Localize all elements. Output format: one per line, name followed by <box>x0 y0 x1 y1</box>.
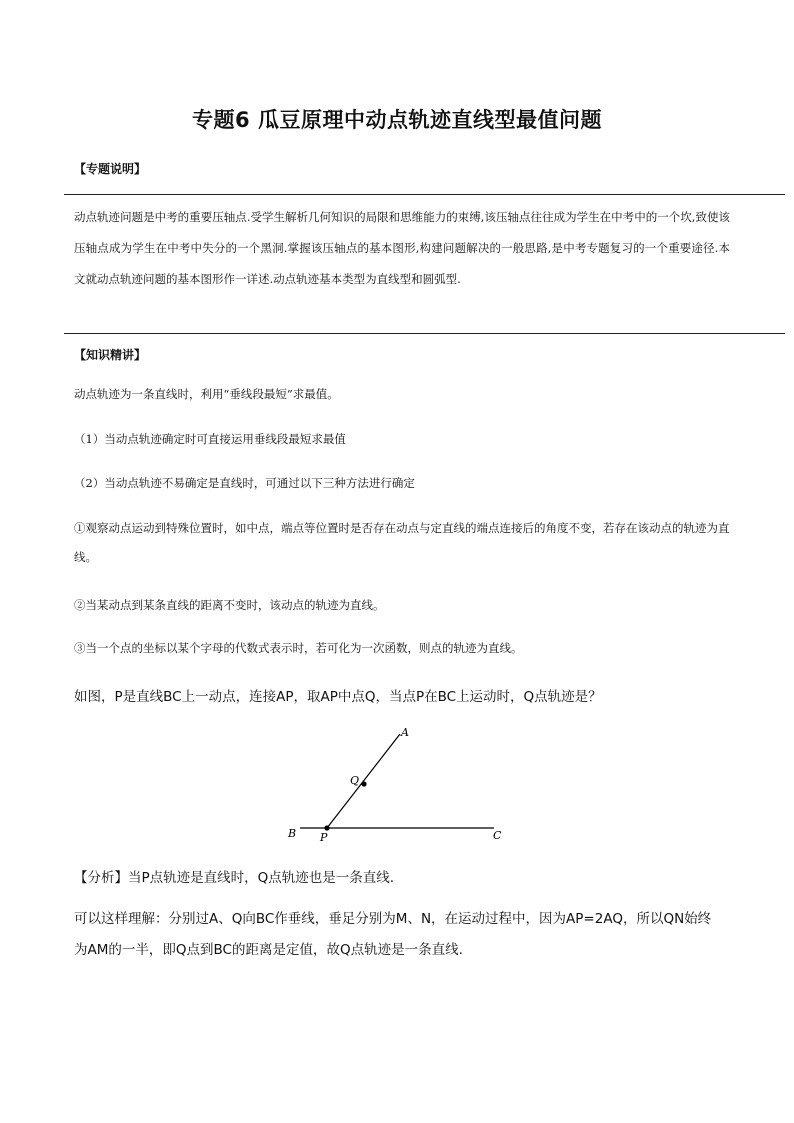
topic-description-text: 动点轨迹问题是中考的重要压轴点.受学生解析几何知识的局限和思维能力的束缚,该压轴点往往成为学生在中考中的一个坎,致使该压轴点成为学生在中考中失分的一个黑洞.掌握该压轴点的基本图形,构建问题解决的一般思路,是中考专题复习的一个重要途径.本文就动点轨迹问题的基本图形作一详述.动点轨迹基本类型为直线型和圆弧型. <box>74 210 730 286</box>
divider-bottom <box>64 333 785 334</box>
label-a: A <box>401 726 409 739</box>
section-label-knowledge: 【知识精讲】 <box>74 348 147 362</box>
knowledge-line: 动点轨迹为一条直线时，利用“垂线段最短”求最值。 <box>74 387 339 401</box>
point-p <box>324 825 329 830</box>
segment-ap <box>327 734 400 828</box>
problem-statement: 如图，P是直线BC上一动点，连接AP，取AP中点Q，当点P在BC上运动时，Q点轨迹是？ <box>74 689 602 705</box>
analysis-line-2: 可以这样理解：分别过A、Q向BC作垂线，垂足分别为M、N，在运动过程中，因为AP=2AQ，所以QN始终为AM的一半，即Q点到BC的距离是定值，故Q点轨迹是一条直线. <box>74 911 712 958</box>
label-c: C <box>493 829 502 842</box>
knowledge-line: ③当一个点的坐标以某个字母的代数式表示时，若可化为一次函数，则点的轨迹为直线。 <box>74 641 523 655</box>
knowledge-line: ②当某动点到某条直线的距离不变时，该动点的轨迹为直线。 <box>74 598 385 612</box>
divider-top <box>64 194 785 195</box>
analysis-line-1: 【分析】当P点轨迹是直线时，Q点轨迹也是一条直线. <box>74 870 395 886</box>
knowledge-line: （1）当动点轨迹确定时可直接运用垂线段最短求最值 <box>74 432 346 446</box>
geometry-figure <box>280 722 520 852</box>
knowledge-line: ①观察动点运动到特殊位置时，如中点，端点等位置时是否存在动点与定直线的端点连接后的角度不变，若存在该动点的轨迹为直线。 <box>74 521 730 564</box>
label-b: B <box>288 827 297 840</box>
point-q <box>361 781 366 786</box>
section-label-description: 【专题说明】 <box>74 162 147 176</box>
knowledge-line: （2）当动点轨迹不易确定是直线时，可通过以下三种方法进行确定 <box>74 476 415 490</box>
page-title: 专题6 瓜豆原理中动点轨迹直线型最值问题 <box>192 108 602 132</box>
label-q: Q <box>350 774 360 787</box>
label-p: P <box>320 831 328 844</box>
